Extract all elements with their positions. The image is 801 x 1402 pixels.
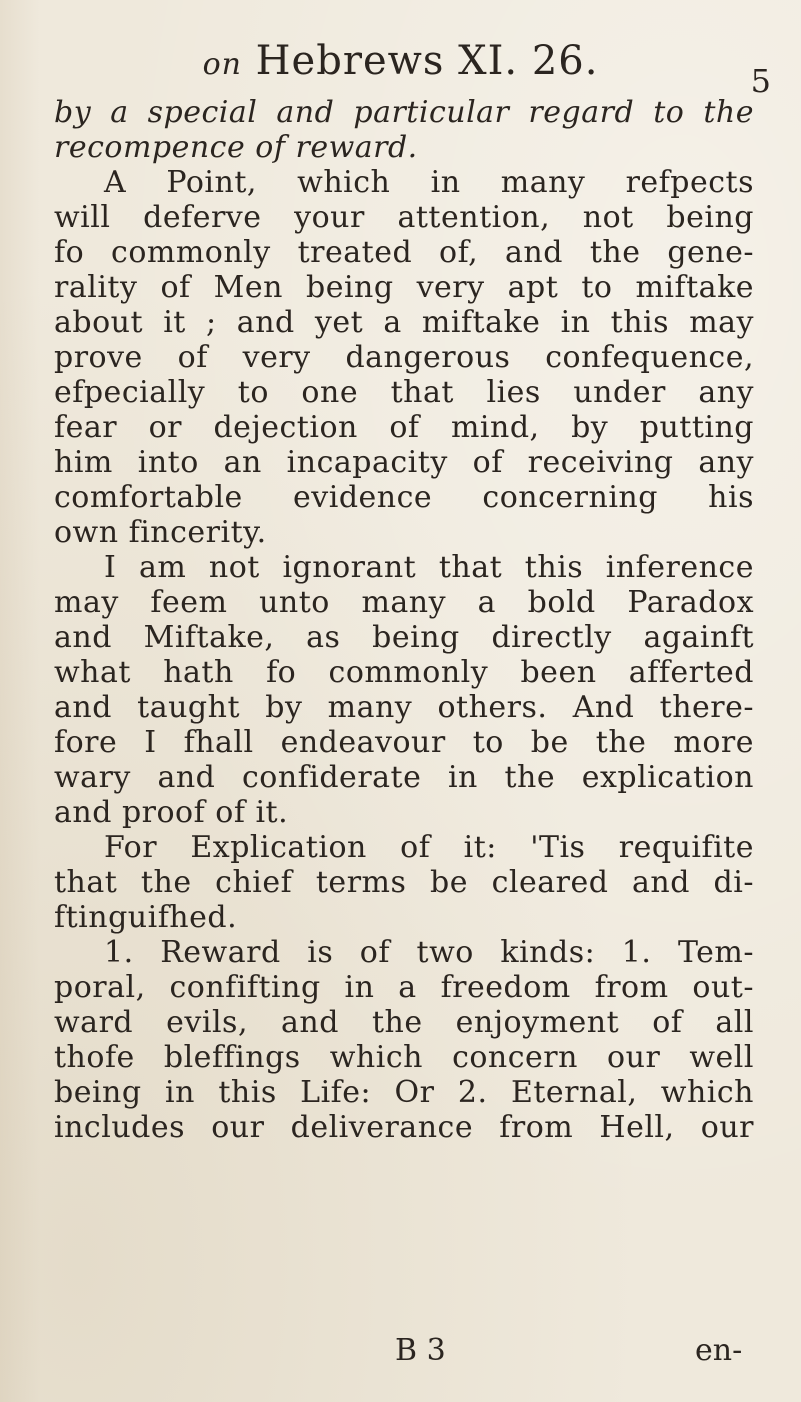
text-line: about it ; and yet a miftake in this may bbox=[54, 305, 754, 340]
running-head bbox=[0, 38, 801, 84]
text-line: and taught by many others. And there- bbox=[54, 690, 754, 725]
text-line: thofe bleffings which concern our well bbox=[54, 1040, 754, 1075]
text-line: I am not ignorant that this inference bbox=[104, 550, 754, 585]
text-line: may feem unto many a bold Paradox bbox=[54, 585, 754, 620]
text-line: will deferve your attention, not being bbox=[54, 200, 754, 235]
text-line: him into an incapacity of receiving any bbox=[54, 445, 754, 480]
text-line: ward evils, and the enjoyment of all bbox=[54, 1005, 754, 1040]
text-line: fear or dejection of mind, by putting bbox=[54, 410, 754, 445]
text-line: what hath fo commonly been afferted bbox=[54, 655, 754, 690]
page-number: 5 bbox=[750, 62, 771, 100]
catchword: en- bbox=[695, 1333, 743, 1368]
page-footer bbox=[0, 1333, 801, 1373]
text-line: fo commonly treated of, and the gene- bbox=[54, 235, 754, 270]
body-text bbox=[54, 95, 754, 1145]
signature-mark: B 3 bbox=[395, 1333, 446, 1368]
text-line: prove of very dangerous confequence, bbox=[54, 340, 754, 375]
text-line: and Miftake, as being directly againft bbox=[54, 620, 754, 655]
text-line: 1. Reward is of two kinds: 1. Tem- bbox=[104, 935, 754, 970]
text-line: A Point, which in many refpects bbox=[104, 165, 754, 200]
text-line: recompence of reward. bbox=[54, 130, 418, 165]
text-line: rality of Men being very apt to miftake bbox=[54, 270, 754, 305]
text-line: includes our deliverance from Hell, our bbox=[54, 1110, 754, 1145]
text-line: For Explication of it: 'Tis requifite bbox=[104, 830, 754, 865]
running-head-title: Hebrews XI. 26. bbox=[255, 38, 599, 84]
text-line: ftinguifhed. bbox=[54, 900, 238, 935]
text-line: wary and confiderate in the explication bbox=[54, 760, 754, 795]
text-line: own fincerity. bbox=[54, 515, 267, 550]
text-line: and proof of it. bbox=[54, 795, 289, 830]
text-line: being in this Life: Or 2. Eternal, which bbox=[54, 1075, 754, 1110]
text-line: comfortable evidence concerning his bbox=[54, 480, 754, 515]
text-line: fore I fhall endeavour to be the more bbox=[54, 725, 754, 760]
text-line: that the chief terms be cleared and di- bbox=[54, 865, 754, 900]
running-head-prefix: on bbox=[202, 47, 242, 82]
text-line: efpecially to one that lies under any bbox=[54, 375, 754, 410]
text-line: by a special and particular regard to the bbox=[54, 95, 754, 130]
text-line: poral, confifting in a freedom from out- bbox=[54, 970, 754, 1005]
